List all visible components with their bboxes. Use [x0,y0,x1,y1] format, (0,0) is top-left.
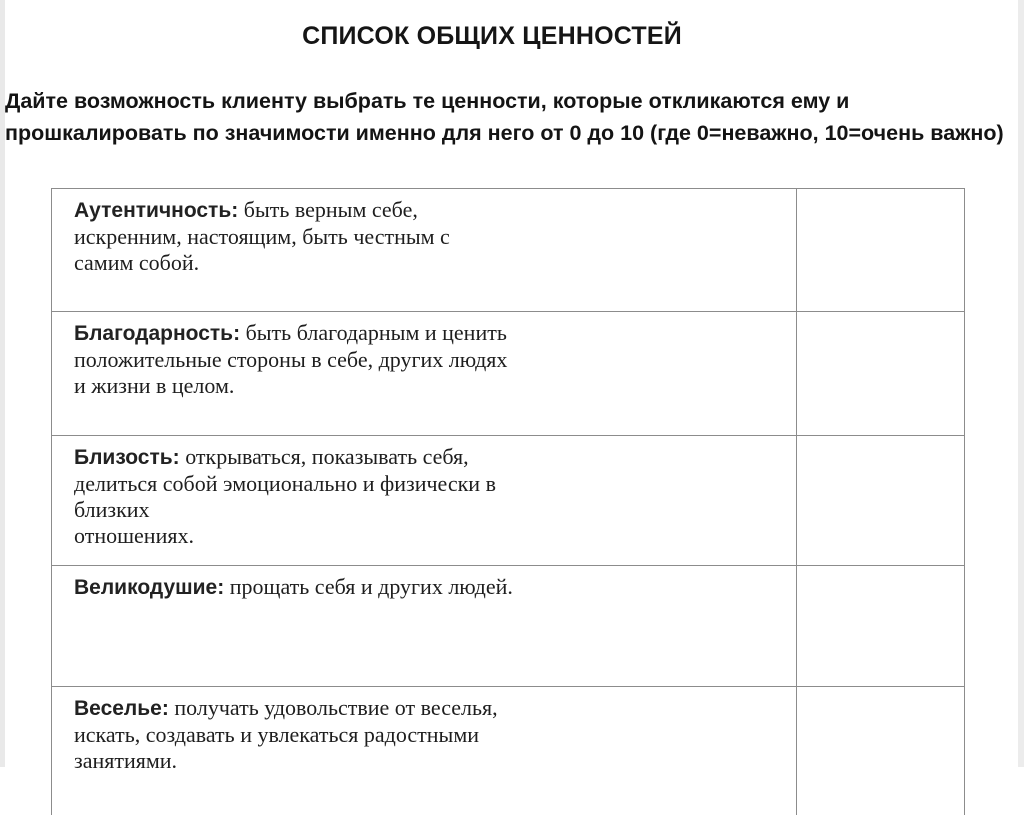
value-desc-line: самим собой. [74,250,778,276]
value-desc-line: близких [74,497,778,523]
slide-right-edge [1018,0,1024,767]
page-title: СПИСОК ОБЩИХ ЦЕННОСТЕЙ [0,22,984,51]
score-cell[interactable] [797,189,965,312]
value-desc-line: открываться, показывать себя, [180,444,469,469]
value-name: Великодушие: [74,576,224,599]
value-cell-generosity [52,566,797,687]
value-desc-line: искать, создавать и увлекаться радостными [74,722,778,748]
table-row [52,189,965,312]
value-description [74,695,778,774]
value-desc-line: прощать себя и других людей. [224,574,513,599]
value-cell-intimacy [52,436,797,566]
value-desc-line: получать удовольствие от веселья, [169,695,498,720]
value-desc-line: и жизни в целом. [74,373,778,399]
value-desc-line: отношениях. [74,523,778,549]
value-name: Аутентичность: [74,199,238,222]
table-row [52,312,965,436]
value-description [224,574,513,599]
value-name: Близость: [74,446,180,469]
score-cell[interactable] [797,687,965,815]
score-cell[interactable] [797,312,965,436]
value-name: Веселье: [74,697,169,720]
score-cell[interactable] [797,566,965,687]
table-row [52,566,965,687]
value-desc-line: искренним, настоящим, быть честным с [74,224,778,250]
value-description [74,444,778,549]
value-cell-authenticity [52,189,797,312]
value-cell-gratitude [52,312,797,436]
table-row [52,436,965,566]
instruction-text: Дайте возможность клиенту выбрать те ценности, которые откликаются ему и прошкалировать по значимости именно для него от 0 до 10 (где 0=неважно, 10=очень важно) [5,85,1005,149]
value-desc-line: быть благодарным и ценить [240,320,507,345]
value-desc-line: занятиями. [74,748,778,774]
values-table [51,188,965,815]
value-desc-line: делиться собой эмоционально и физически в [74,471,778,497]
table-row [52,687,965,815]
value-name: Благодарность: [74,322,240,345]
value-desc-line: положительные стороны в себе, других людях [74,347,778,373]
value-cell-fun [52,687,797,815]
value-desc-line: быть верным себе, [238,197,418,222]
score-cell[interactable] [797,436,965,566]
